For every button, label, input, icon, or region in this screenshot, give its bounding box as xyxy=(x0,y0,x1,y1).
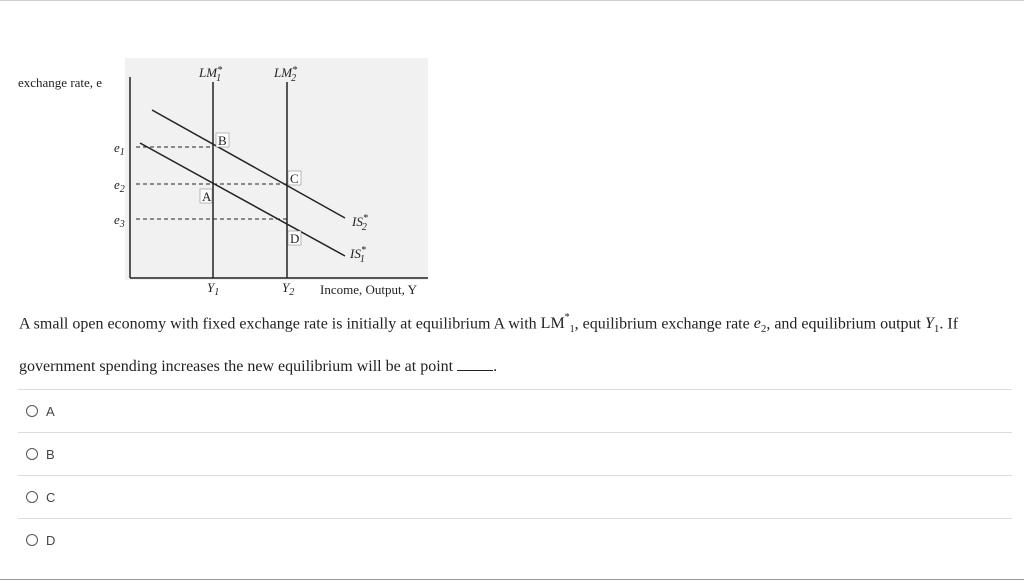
diagram-background xyxy=(125,58,428,280)
radio-circle-icon[interactable] xyxy=(26,448,38,460)
point-d-label: D xyxy=(290,231,300,246)
choice-d[interactable] xyxy=(18,518,1012,561)
choice-d-label: D xyxy=(46,532,56,548)
choice-c-label: C xyxy=(46,489,56,505)
question-part-1: A small open economy with fixed exchange rate is initially at equilibrium A with xyxy=(19,315,541,333)
choice-b-label: B xyxy=(46,446,55,462)
point-a-label: A xyxy=(202,189,212,204)
radio-circle-icon[interactable] xyxy=(26,534,38,546)
question-e-sub: 2 xyxy=(760,323,767,336)
choice-c[interactable] xyxy=(18,475,1012,518)
question-part-2: , equilibrium exchange rate xyxy=(574,315,754,333)
question-text xyxy=(19,302,1009,385)
choice-a-label: A xyxy=(46,403,55,419)
is2-label: IS* 2 xyxy=(352,213,368,233)
lm1-label: LM* 1 xyxy=(199,65,223,84)
point-c-label: C xyxy=(290,171,299,186)
radio-circle-icon[interactable] xyxy=(26,491,38,503)
y1-tick-label: $Y_1$ xyxy=(207,280,220,298)
question-lm-sub: 1 xyxy=(569,324,575,336)
bottom-divider xyxy=(0,579,1024,580)
top-divider xyxy=(0,0,1024,1)
question-y-base: Y xyxy=(924,315,934,333)
question-e-base: e xyxy=(753,315,761,333)
lm2-label: LM* 2 xyxy=(274,65,298,84)
e1-tick-label: $e_1$ xyxy=(114,140,125,158)
e2-tick-label: $e_2$ xyxy=(114,177,125,195)
radio-circle-icon[interactable] xyxy=(26,405,38,417)
is1-label: IS* 1 xyxy=(350,245,366,265)
answer-choices xyxy=(18,389,1012,561)
question-part-3: , and equilibrium output xyxy=(766,315,925,333)
e3-tick-label: $e_3$ xyxy=(114,212,125,230)
choice-a[interactable] xyxy=(18,389,1012,432)
question-y-symbol xyxy=(924,315,940,336)
question-lm-base: LM xyxy=(540,315,565,333)
y2-tick-label: $Y_2$ xyxy=(282,280,295,298)
point-b-label: B xyxy=(218,133,227,148)
question-lm-symbol xyxy=(540,312,575,336)
choice-b[interactable] xyxy=(18,432,1012,475)
question-y-sub: 1 xyxy=(933,323,940,336)
y-axis-label: exchange rate, e xyxy=(18,75,103,90)
answer-blank xyxy=(457,356,493,371)
question-part-4: . If government spending increases the new equilibrium will be at point xyxy=(19,315,959,375)
question-lm-sup: * xyxy=(564,312,570,323)
question-e-symbol xyxy=(753,315,767,336)
is-lm-diagram xyxy=(0,55,440,300)
x-axis-label: Income, Output, Y xyxy=(320,282,417,297)
question-part-5: . xyxy=(493,357,498,375)
